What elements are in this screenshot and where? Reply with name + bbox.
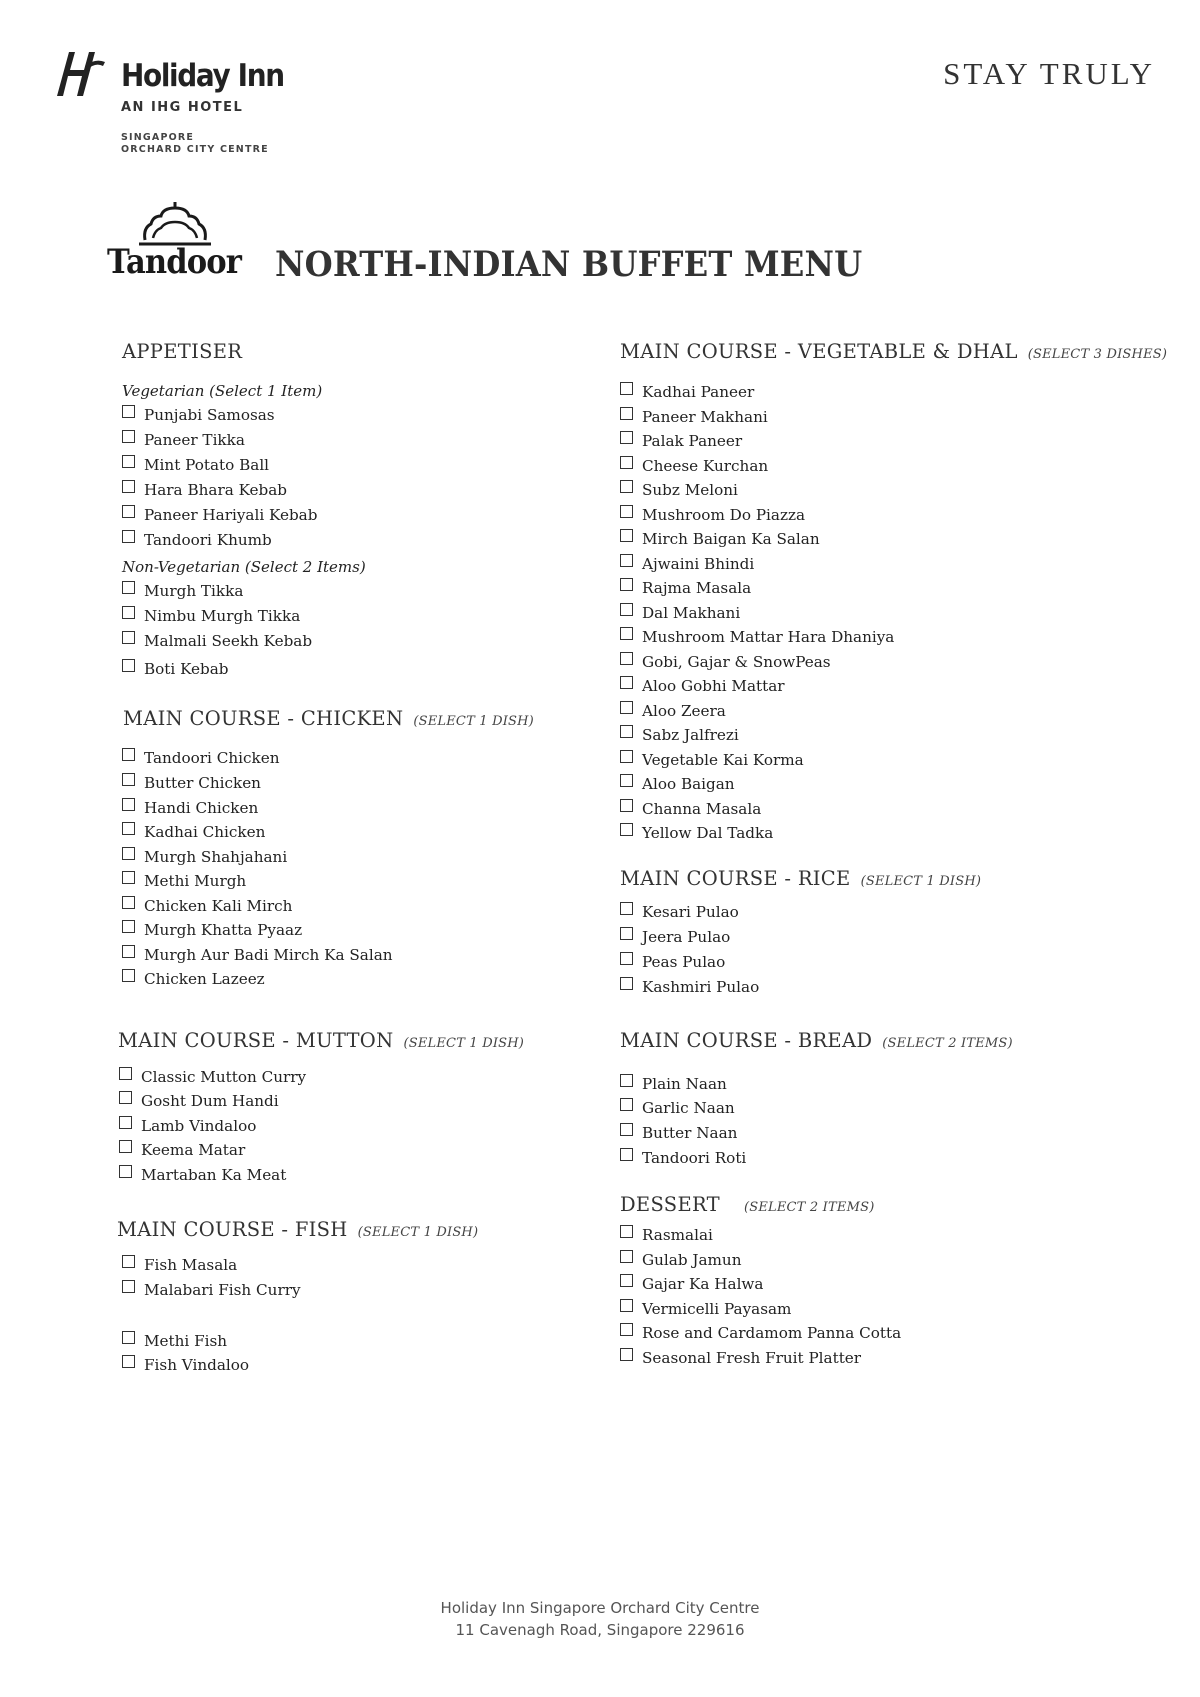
checkbox[interactable] bbox=[119, 1067, 132, 1080]
checkbox[interactable] bbox=[122, 748, 135, 761]
menu-item[interactable] bbox=[119, 1090, 279, 1112]
checkbox[interactable] bbox=[122, 455, 135, 468]
hotel-logo bbox=[55, 48, 295, 158]
item-label: Hara Bhara Kebab bbox=[144, 481, 288, 499]
item-label: Punjabi Samosas bbox=[144, 406, 275, 424]
checkbox[interactable] bbox=[620, 799, 633, 812]
menu-item[interactable] bbox=[122, 1279, 301, 1301]
checkbox[interactable] bbox=[122, 1355, 135, 1368]
item-label: Cheese Kurchan bbox=[642, 457, 769, 475]
item-label: Rajma Masala bbox=[642, 579, 752, 597]
item-label: Seasonal Fresh Fruit Platter bbox=[642, 1349, 862, 1367]
chicken-heading bbox=[123, 707, 534, 730]
menu-item[interactable] bbox=[620, 976, 759, 998]
checkbox[interactable] bbox=[620, 1225, 633, 1238]
checkbox[interactable] bbox=[122, 896, 135, 909]
item-label: Aloo Zeera bbox=[642, 702, 726, 720]
item-label: Malabari Fish Curry bbox=[144, 1281, 301, 1299]
dessert-heading bbox=[620, 1193, 874, 1216]
item-label: Kesari Pulao bbox=[642, 903, 739, 921]
checkbox[interactable] bbox=[122, 1280, 135, 1293]
checkbox[interactable] bbox=[122, 945, 135, 958]
item-label: Sabz Jalfrezi bbox=[642, 726, 739, 744]
item-label: Malmali Seekh Kebab bbox=[144, 632, 313, 650]
menu-item[interactable] bbox=[620, 553, 754, 575]
item-label: Mirch Baigan Ka Salan bbox=[642, 530, 820, 548]
footer-hotel-name: Holiday Inn Singapore Orchard City Centre bbox=[440, 1599, 760, 1617]
menu-item[interactable] bbox=[122, 529, 272, 551]
menu-item[interactable] bbox=[620, 602, 740, 624]
checkbox[interactable] bbox=[620, 1274, 633, 1287]
menu-item[interactable] bbox=[620, 1147, 746, 1169]
logo-name: Holiday Inn bbox=[121, 58, 284, 94]
item-label: Methi Fish bbox=[144, 1332, 228, 1350]
holiday-inn-h-icon bbox=[55, 48, 107, 100]
checkbox[interactable] bbox=[122, 822, 135, 835]
menu-item[interactable] bbox=[122, 968, 265, 990]
menu-item[interactable] bbox=[122, 772, 261, 794]
section-title: MAIN COURSE - FISH bbox=[117, 1218, 348, 1241]
section-note: (SELECT 1 DISH) bbox=[860, 874, 982, 889]
restaurant-name: Tandoor bbox=[107, 242, 241, 282]
item-label: Plain Naan bbox=[642, 1075, 727, 1093]
menu-item[interactable] bbox=[620, 1224, 713, 1246]
checkbox[interactable] bbox=[620, 725, 633, 738]
item-label: Jeera Pulao bbox=[642, 928, 731, 946]
menu-item[interactable] bbox=[122, 919, 302, 941]
vegetable-dhal-heading bbox=[620, 340, 1167, 363]
item-label: Chicken Kali Mirch bbox=[144, 897, 293, 915]
checkbox[interactable] bbox=[620, 1123, 633, 1136]
item-label: Aloo Gobhi Mattar bbox=[642, 677, 785, 695]
checkbox[interactable] bbox=[620, 431, 633, 444]
item-label: Tandoori Roti bbox=[642, 1149, 747, 1167]
menu-item[interactable] bbox=[620, 724, 739, 746]
menu-item[interactable] bbox=[620, 749, 804, 771]
checkbox[interactable] bbox=[620, 823, 633, 836]
menu-item[interactable] bbox=[122, 454, 269, 476]
appetiser-heading bbox=[122, 340, 242, 363]
fish-heading bbox=[117, 1218, 478, 1241]
item-label: Mushroom Do Piazza bbox=[642, 506, 806, 524]
logo-subtitle: AN IHG HOTEL bbox=[121, 100, 244, 115]
checkbox[interactable] bbox=[620, 1074, 633, 1087]
menu-item[interactable] bbox=[119, 1115, 256, 1137]
item-label: Peas Pulao bbox=[642, 953, 726, 971]
crown-icon bbox=[135, 200, 215, 248]
menu-item[interactable] bbox=[620, 406, 768, 428]
checkbox[interactable] bbox=[620, 927, 633, 940]
checkbox[interactable] bbox=[620, 554, 633, 567]
checkbox[interactable] bbox=[620, 750, 633, 763]
section-note: (SELECT 2 ITEMS) bbox=[882, 1036, 1013, 1051]
item-label: Ajwaini Bhindi bbox=[642, 555, 755, 573]
item-label: Dal Makhani bbox=[642, 604, 741, 622]
item-label: Kashmiri Pulao bbox=[642, 978, 760, 996]
menu-item[interactable] bbox=[620, 901, 739, 923]
item-label: Rose and Cardamom Panna Cotta bbox=[642, 1324, 902, 1342]
menu-item[interactable] bbox=[620, 455, 768, 477]
checkbox[interactable] bbox=[620, 578, 633, 591]
item-label: Classic Mutton Curry bbox=[141, 1068, 307, 1086]
section-title: MAIN COURSE - BREAD bbox=[620, 1029, 873, 1052]
item-label: Gulab Jamun bbox=[642, 1251, 742, 1269]
menu-item[interactable] bbox=[122, 846, 287, 868]
menu-item[interactable] bbox=[122, 797, 258, 819]
checkbox[interactable] bbox=[620, 1250, 633, 1263]
menu-item[interactable] bbox=[122, 504, 317, 526]
menu-item[interactable] bbox=[122, 821, 265, 843]
menu-item[interactable] bbox=[620, 626, 894, 648]
checkbox[interactable] bbox=[620, 407, 633, 420]
item-label: Nimbu Murgh Tikka bbox=[144, 607, 301, 625]
menu-item[interactable] bbox=[620, 675, 785, 697]
checkbox[interactable] bbox=[122, 480, 135, 493]
checkbox[interactable] bbox=[620, 505, 633, 518]
checkbox[interactable] bbox=[620, 382, 633, 395]
checkbox[interactable] bbox=[620, 1323, 633, 1336]
menu-item[interactable] bbox=[122, 1254, 237, 1276]
item-label: Vegetable Kai Korma bbox=[642, 751, 804, 769]
logo-location-city: SINGAPORE bbox=[121, 132, 195, 143]
checkbox[interactable] bbox=[122, 969, 135, 982]
menu-item[interactable] bbox=[122, 1330, 227, 1352]
menu-item[interactable] bbox=[620, 1347, 861, 1369]
menu-item[interactable] bbox=[620, 528, 820, 550]
checkbox[interactable] bbox=[620, 977, 633, 990]
item-label: Gosht Dum Handi bbox=[141, 1092, 279, 1110]
checkbox[interactable] bbox=[119, 1165, 132, 1178]
checkbox[interactable] bbox=[122, 631, 135, 644]
checkbox[interactable] bbox=[122, 505, 135, 518]
menu-item[interactable] bbox=[620, 504, 805, 526]
menu-item[interactable] bbox=[620, 651, 831, 673]
section-note: (SELECT 1 DISH) bbox=[357, 1225, 479, 1240]
item-label: Mushroom Mattar Hara Dhaniya bbox=[642, 628, 895, 646]
checkbox[interactable] bbox=[122, 405, 135, 418]
item-label: Subz Meloni bbox=[642, 481, 738, 499]
menu-item[interactable] bbox=[620, 1122, 737, 1144]
menu-item[interactable] bbox=[122, 605, 300, 627]
checkbox[interactable] bbox=[620, 603, 633, 616]
checkbox[interactable] bbox=[119, 1091, 132, 1104]
checkbox[interactable] bbox=[620, 456, 633, 469]
logo-location-area: ORCHARD CITY CENTRE bbox=[121, 144, 269, 155]
item-label: Gajar Ka Halwa bbox=[642, 1275, 764, 1293]
non-vegetarian-label: Non-Vegetarian (Select 2 Items) bbox=[122, 558, 366, 576]
checkbox[interactable] bbox=[122, 581, 135, 594]
menu-item[interactable] bbox=[620, 700, 726, 722]
menu-item[interactable] bbox=[122, 870, 246, 892]
menu-item[interactable] bbox=[620, 951, 725, 973]
menu-item[interactable] bbox=[620, 1073, 727, 1095]
mutton-heading bbox=[118, 1029, 524, 1052]
checkbox[interactable] bbox=[122, 606, 135, 619]
checkbox[interactable] bbox=[122, 1331, 135, 1344]
menu-item[interactable] bbox=[122, 747, 279, 769]
menu-item[interactable] bbox=[122, 404, 275, 426]
item-label: Garlic Naan bbox=[642, 1099, 735, 1117]
checkbox[interactable] bbox=[620, 902, 633, 915]
menu-item[interactable] bbox=[620, 381, 754, 403]
section-title: DESSERT bbox=[620, 1193, 720, 1216]
menu-item[interactable] bbox=[620, 822, 773, 844]
item-label: Handi Chicken bbox=[144, 799, 259, 817]
checkbox[interactable] bbox=[620, 952, 633, 965]
item-label: Keema Matar bbox=[141, 1141, 246, 1159]
checkbox[interactable] bbox=[122, 798, 135, 811]
item-label: Palak Paneer bbox=[642, 432, 743, 450]
item-label: Paneer Tikka bbox=[144, 431, 245, 449]
menu-item[interactable] bbox=[119, 1164, 286, 1186]
item-label: Boti Kebab bbox=[144, 660, 229, 678]
menu-item[interactable] bbox=[122, 658, 229, 680]
item-label: Tandoori Chicken bbox=[144, 749, 280, 767]
item-label: Lamb Vindaloo bbox=[141, 1117, 257, 1135]
item-label: Kadhai Chicken bbox=[144, 823, 266, 841]
item-label: Fish Vindaloo bbox=[144, 1356, 250, 1374]
menu-item[interactable] bbox=[122, 1354, 249, 1376]
item-label: Murgh Shahjahani bbox=[144, 848, 288, 866]
item-label: Methi Murgh bbox=[144, 872, 247, 890]
vegetarian-label: Vegetarian (Select 1 Item) bbox=[122, 382, 323, 400]
checkbox[interactable] bbox=[620, 676, 633, 689]
tandoor-logo bbox=[105, 200, 255, 290]
checkbox[interactable] bbox=[620, 1148, 633, 1161]
bread-heading bbox=[620, 1029, 1013, 1052]
checkbox[interactable] bbox=[620, 529, 633, 542]
item-label: Gobi, Gajar & SnowPeas bbox=[642, 653, 831, 671]
item-label: Chicken Lazeez bbox=[144, 970, 265, 988]
item-label: Kadhai Paneer bbox=[642, 383, 755, 401]
item-label: Vermicelli Payasam bbox=[642, 1300, 792, 1318]
checkbox[interactable] bbox=[122, 773, 135, 786]
checkbox[interactable] bbox=[620, 774, 633, 787]
item-label: Butter Chicken bbox=[144, 774, 261, 792]
checkbox[interactable] bbox=[122, 920, 135, 933]
checkbox[interactable] bbox=[122, 871, 135, 884]
checkbox[interactable] bbox=[119, 1140, 132, 1153]
checkbox[interactable] bbox=[620, 701, 633, 714]
item-label: Channa Masala bbox=[642, 800, 762, 818]
menu-item[interactable] bbox=[122, 895, 292, 917]
checkbox[interactable] bbox=[620, 1299, 633, 1312]
menu-item[interactable] bbox=[620, 773, 735, 795]
section-note: (SELECT 1 DISH) bbox=[413, 714, 534, 729]
item-label: Murgh Khatta Pyaaz bbox=[144, 921, 303, 939]
section-title: MAIN COURSE - MUTTON bbox=[118, 1029, 394, 1052]
checkbox[interactable] bbox=[620, 1348, 633, 1361]
checkbox[interactable] bbox=[620, 480, 633, 493]
menu-item[interactable] bbox=[620, 1298, 791, 1320]
section-note: (SELECT 2 ITEMS) bbox=[743, 1200, 875, 1215]
checkbox[interactable] bbox=[620, 627, 633, 640]
menu-item[interactable] bbox=[122, 630, 312, 652]
item-label: Rasmalai bbox=[642, 1226, 713, 1244]
checkbox[interactable] bbox=[119, 1116, 132, 1129]
menu-item[interactable] bbox=[122, 580, 243, 602]
item-label: Tandoori Khumb bbox=[144, 531, 272, 549]
checkbox[interactable] bbox=[122, 1255, 135, 1268]
item-label: Mint Potato Ball bbox=[144, 456, 270, 474]
item-label: Fish Masala bbox=[144, 1256, 238, 1274]
item-label: Aloo Baigan bbox=[642, 775, 735, 793]
checkbox[interactable] bbox=[620, 1098, 633, 1111]
item-label: Paneer Hariyali Kebab bbox=[144, 506, 318, 524]
checkbox[interactable] bbox=[122, 530, 135, 543]
menu-item[interactable] bbox=[620, 1097, 735, 1119]
menu-item[interactable] bbox=[620, 926, 730, 948]
section-title: MAIN COURSE - VEGETABLE & DHAL bbox=[620, 340, 1018, 363]
section-note: (SELECT 1 DISH) bbox=[403, 1036, 525, 1051]
item-label: Murgh Aur Badi Mirch Ka Salan bbox=[144, 946, 393, 964]
rice-heading bbox=[620, 867, 981, 890]
page-title: NORTH-INDIAN BUFFET MENU bbox=[275, 244, 863, 285]
menu-item[interactable] bbox=[122, 479, 287, 501]
menu-item[interactable] bbox=[122, 429, 245, 451]
item-label: Yellow Dal Tadka bbox=[642, 824, 774, 842]
section-title: MAIN COURSE - RICE bbox=[620, 867, 851, 890]
menu-item[interactable] bbox=[620, 1249, 741, 1271]
menu-item[interactable] bbox=[119, 1139, 245, 1161]
menu-item[interactable] bbox=[620, 577, 751, 599]
menu-item[interactable] bbox=[620, 430, 742, 452]
menu-item[interactable] bbox=[122, 944, 393, 966]
menu-item[interactable] bbox=[620, 479, 738, 501]
checkbox[interactable] bbox=[122, 847, 135, 860]
footer-address: 11 Cavenagh Road, Singapore 229616 bbox=[455, 1621, 745, 1639]
section-title: MAIN COURSE - CHICKEN bbox=[123, 707, 404, 730]
tagline: STAY TRULY bbox=[943, 56, 1155, 91]
checkbox[interactable] bbox=[122, 659, 135, 672]
menu-item[interactable] bbox=[119, 1066, 306, 1088]
checkbox[interactable] bbox=[620, 652, 633, 665]
section-note: (SELECT 3 DISHES) bbox=[1027, 347, 1168, 362]
checkbox[interactable] bbox=[122, 430, 135, 443]
item-label: Martaban Ka Meat bbox=[141, 1166, 287, 1184]
item-label: Butter Naan bbox=[642, 1124, 738, 1142]
menu-item[interactable] bbox=[620, 1273, 763, 1295]
item-label: Murgh Tikka bbox=[144, 582, 244, 600]
menu-item[interactable] bbox=[620, 798, 761, 820]
section-title: APPETISER bbox=[122, 340, 243, 363]
item-label: Paneer Makhani bbox=[642, 408, 768, 426]
menu-item[interactable] bbox=[620, 1322, 901, 1344]
